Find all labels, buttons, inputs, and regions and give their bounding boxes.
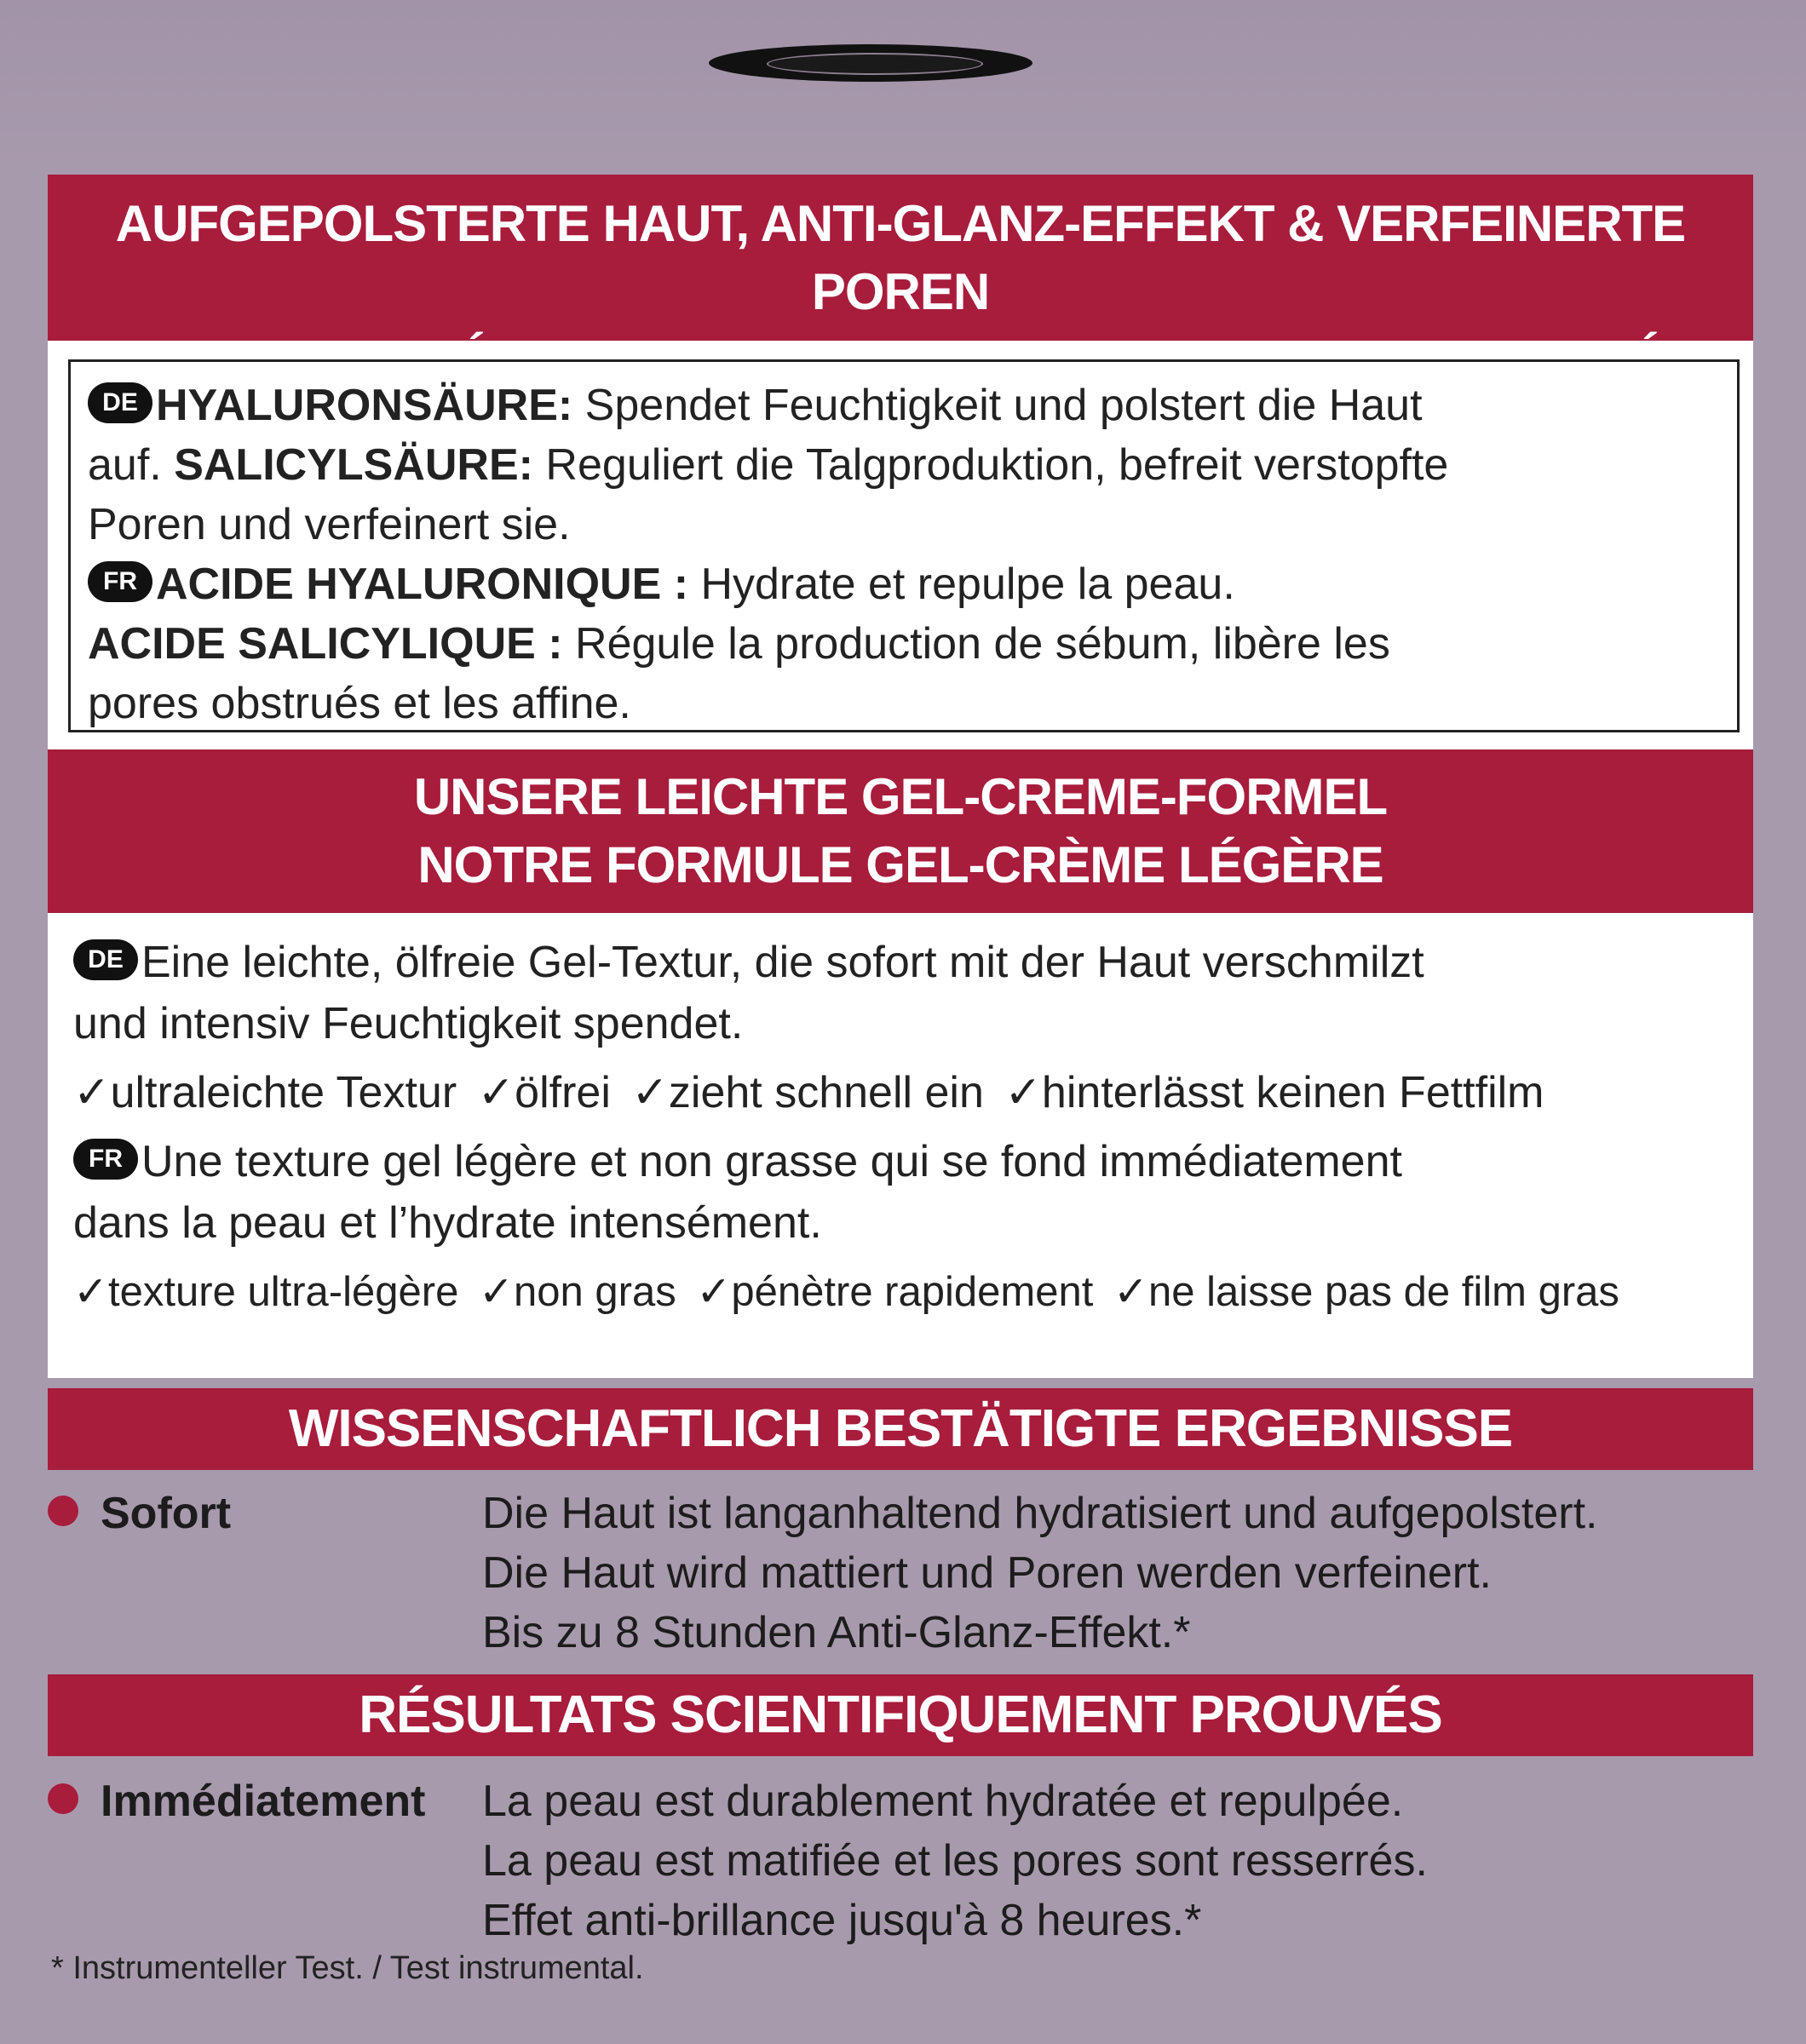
formula-fr-line-1 bbox=[73, 1131, 1728, 1192]
check-item: ✓non gras bbox=[478, 1269, 676, 1315]
ingredients-box bbox=[68, 359, 1740, 732]
result-label-fr: Immédiatement bbox=[101, 1777, 426, 1826]
formula-de-line-1 bbox=[73, 932, 1728, 993]
header-formula-fr: NOTRE FORMULE GEL-CRÈME LÉGÈRE bbox=[417, 836, 1383, 893]
ingredients-de-line-3: Poren und verfeinert sie. bbox=[88, 500, 571, 549]
formula-fr-checks bbox=[73, 1254, 1728, 1330]
header-results-fr: RÉSULTATS SCIENTIFIQUEMENT PROUVÉS bbox=[48, 1674, 1753, 1756]
check-item: ✓texture ultra-légère bbox=[73, 1269, 459, 1315]
hyaluron-term-fr: ACIDE HYALURONIQUE : bbox=[156, 560, 689, 609]
language-badge-fr: FR bbox=[88, 561, 152, 602]
footnote: * Instrumenteller Test. / Test instrumental. bbox=[51, 1950, 644, 1986]
header-formula bbox=[48, 749, 1753, 913]
check-item: ✓hinterlässt keinen Fettfilm bbox=[1004, 1068, 1544, 1117]
check-item: ✓ölfrei bbox=[477, 1068, 611, 1117]
formula-de-text-1: Eine leichte, ölfreie Gel-Textur, die sofort mit der Haut verschmilzt bbox=[141, 938, 1424, 987]
result-fr-line-1: La peau est durablement hydratée et repulpée. bbox=[482, 1777, 1404, 1826]
check-item: ✓ne laisse pas de film gras bbox=[1113, 1269, 1619, 1315]
language-badge-fr: FR bbox=[73, 1139, 138, 1180]
formula-fr-line-2: dans la peau et l’hydrate intensément. bbox=[73, 1198, 822, 1248]
formula-de-checks bbox=[73, 1054, 1728, 1131]
ingredients-fr-line-2 bbox=[88, 614, 1720, 674]
hyaluron-text-de: Spendet Feuchtigkeit und polstert die Haut bbox=[572, 381, 1423, 430]
box-top bbox=[0, 0, 1806, 170]
result-fr-line-2: La peau est matifiée et les pores sont resserrés. bbox=[482, 1836, 1428, 1886]
ingredients-section bbox=[48, 341, 1753, 749]
result-de-line-3: Bis zu 8 Stunden Anti-Glanz-Effekt.* bbox=[482, 1608, 1191, 1657]
package-notch-inner bbox=[767, 53, 983, 75]
hyaluron-text-de-end: auf. bbox=[88, 440, 175, 490]
result-label-de: Sofort bbox=[101, 1489, 232, 1538]
formula-fr-text-1: Une texture gel légère et non grasse qui se fond immédiatement bbox=[141, 1137, 1402, 1186]
result-lines-fr bbox=[482, 1771, 1428, 1950]
salicyl-text-de: Reguliert die Talgproduktion, befreit verstopfte bbox=[532, 440, 1449, 490]
salicyl-term-fr: ACIDE SALICYLIQUE : bbox=[88, 619, 563, 669]
check-item: ✓ultraleichte Textur bbox=[73, 1068, 457, 1117]
salicyl-term-de: SALICYLSÄURE: bbox=[174, 440, 533, 490]
salicyl-text-fr: Régule la production de sébum, libère les bbox=[562, 619, 1390, 669]
formula-section bbox=[48, 913, 1753, 1378]
bullet-dot-icon bbox=[48, 1496, 78, 1526]
ingredients-fr-line-3: pores obstrués et les affine. bbox=[88, 679, 631, 728]
ingredients-fr-line-1 bbox=[88, 554, 1720, 614]
language-badge-de: DE bbox=[73, 939, 138, 980]
header-benefits-de: AUFGEPOLSTERTE HAUT, ANTI-GLANZ-EFFEKT & VERFEINERTE POREN bbox=[115, 195, 1686, 320]
header-formula-de: UNSERE LEICHTE GEL-CREME-FORMEL bbox=[413, 768, 1388, 825]
header-results-de: WISSENSCHAFTLICH BESTÄTIGTE ERGEBNISSE bbox=[48, 1388, 1753, 1470]
result-de-line-2: Die Haut wird mattiert und Poren werden verfeinert. bbox=[482, 1548, 1492, 1598]
result-fr-line-3: Effet anti-brillance jusqu'à 8 heures.* bbox=[482, 1896, 1202, 1945]
check-item: ✓pénètre rapidement bbox=[696, 1269, 1094, 1315]
result-de-line-1: Die Haut ist langanhaltend hydratisiert und aufgepolstert. bbox=[482, 1489, 1598, 1538]
language-badge-de: DE bbox=[88, 382, 152, 423]
header-benefits bbox=[48, 175, 1753, 341]
check-item: ✓zieht schnell ein bbox=[631, 1068, 984, 1117]
hyaluron-text-fr: Hydrate et repulpe la peau. bbox=[688, 560, 1235, 609]
bullet-dot-icon bbox=[48, 1783, 78, 1814]
ingredients-de-line-2 bbox=[88, 435, 1720, 495]
formula-de-line-2: und intensiv Feuchtigkeit spendet. bbox=[73, 999, 744, 1048]
hyaluron-term-de: HYALURONSÄURE: bbox=[156, 381, 573, 430]
result-lines-de bbox=[482, 1484, 1597, 1662]
ingredients-de-line-1 bbox=[88, 376, 1720, 435]
